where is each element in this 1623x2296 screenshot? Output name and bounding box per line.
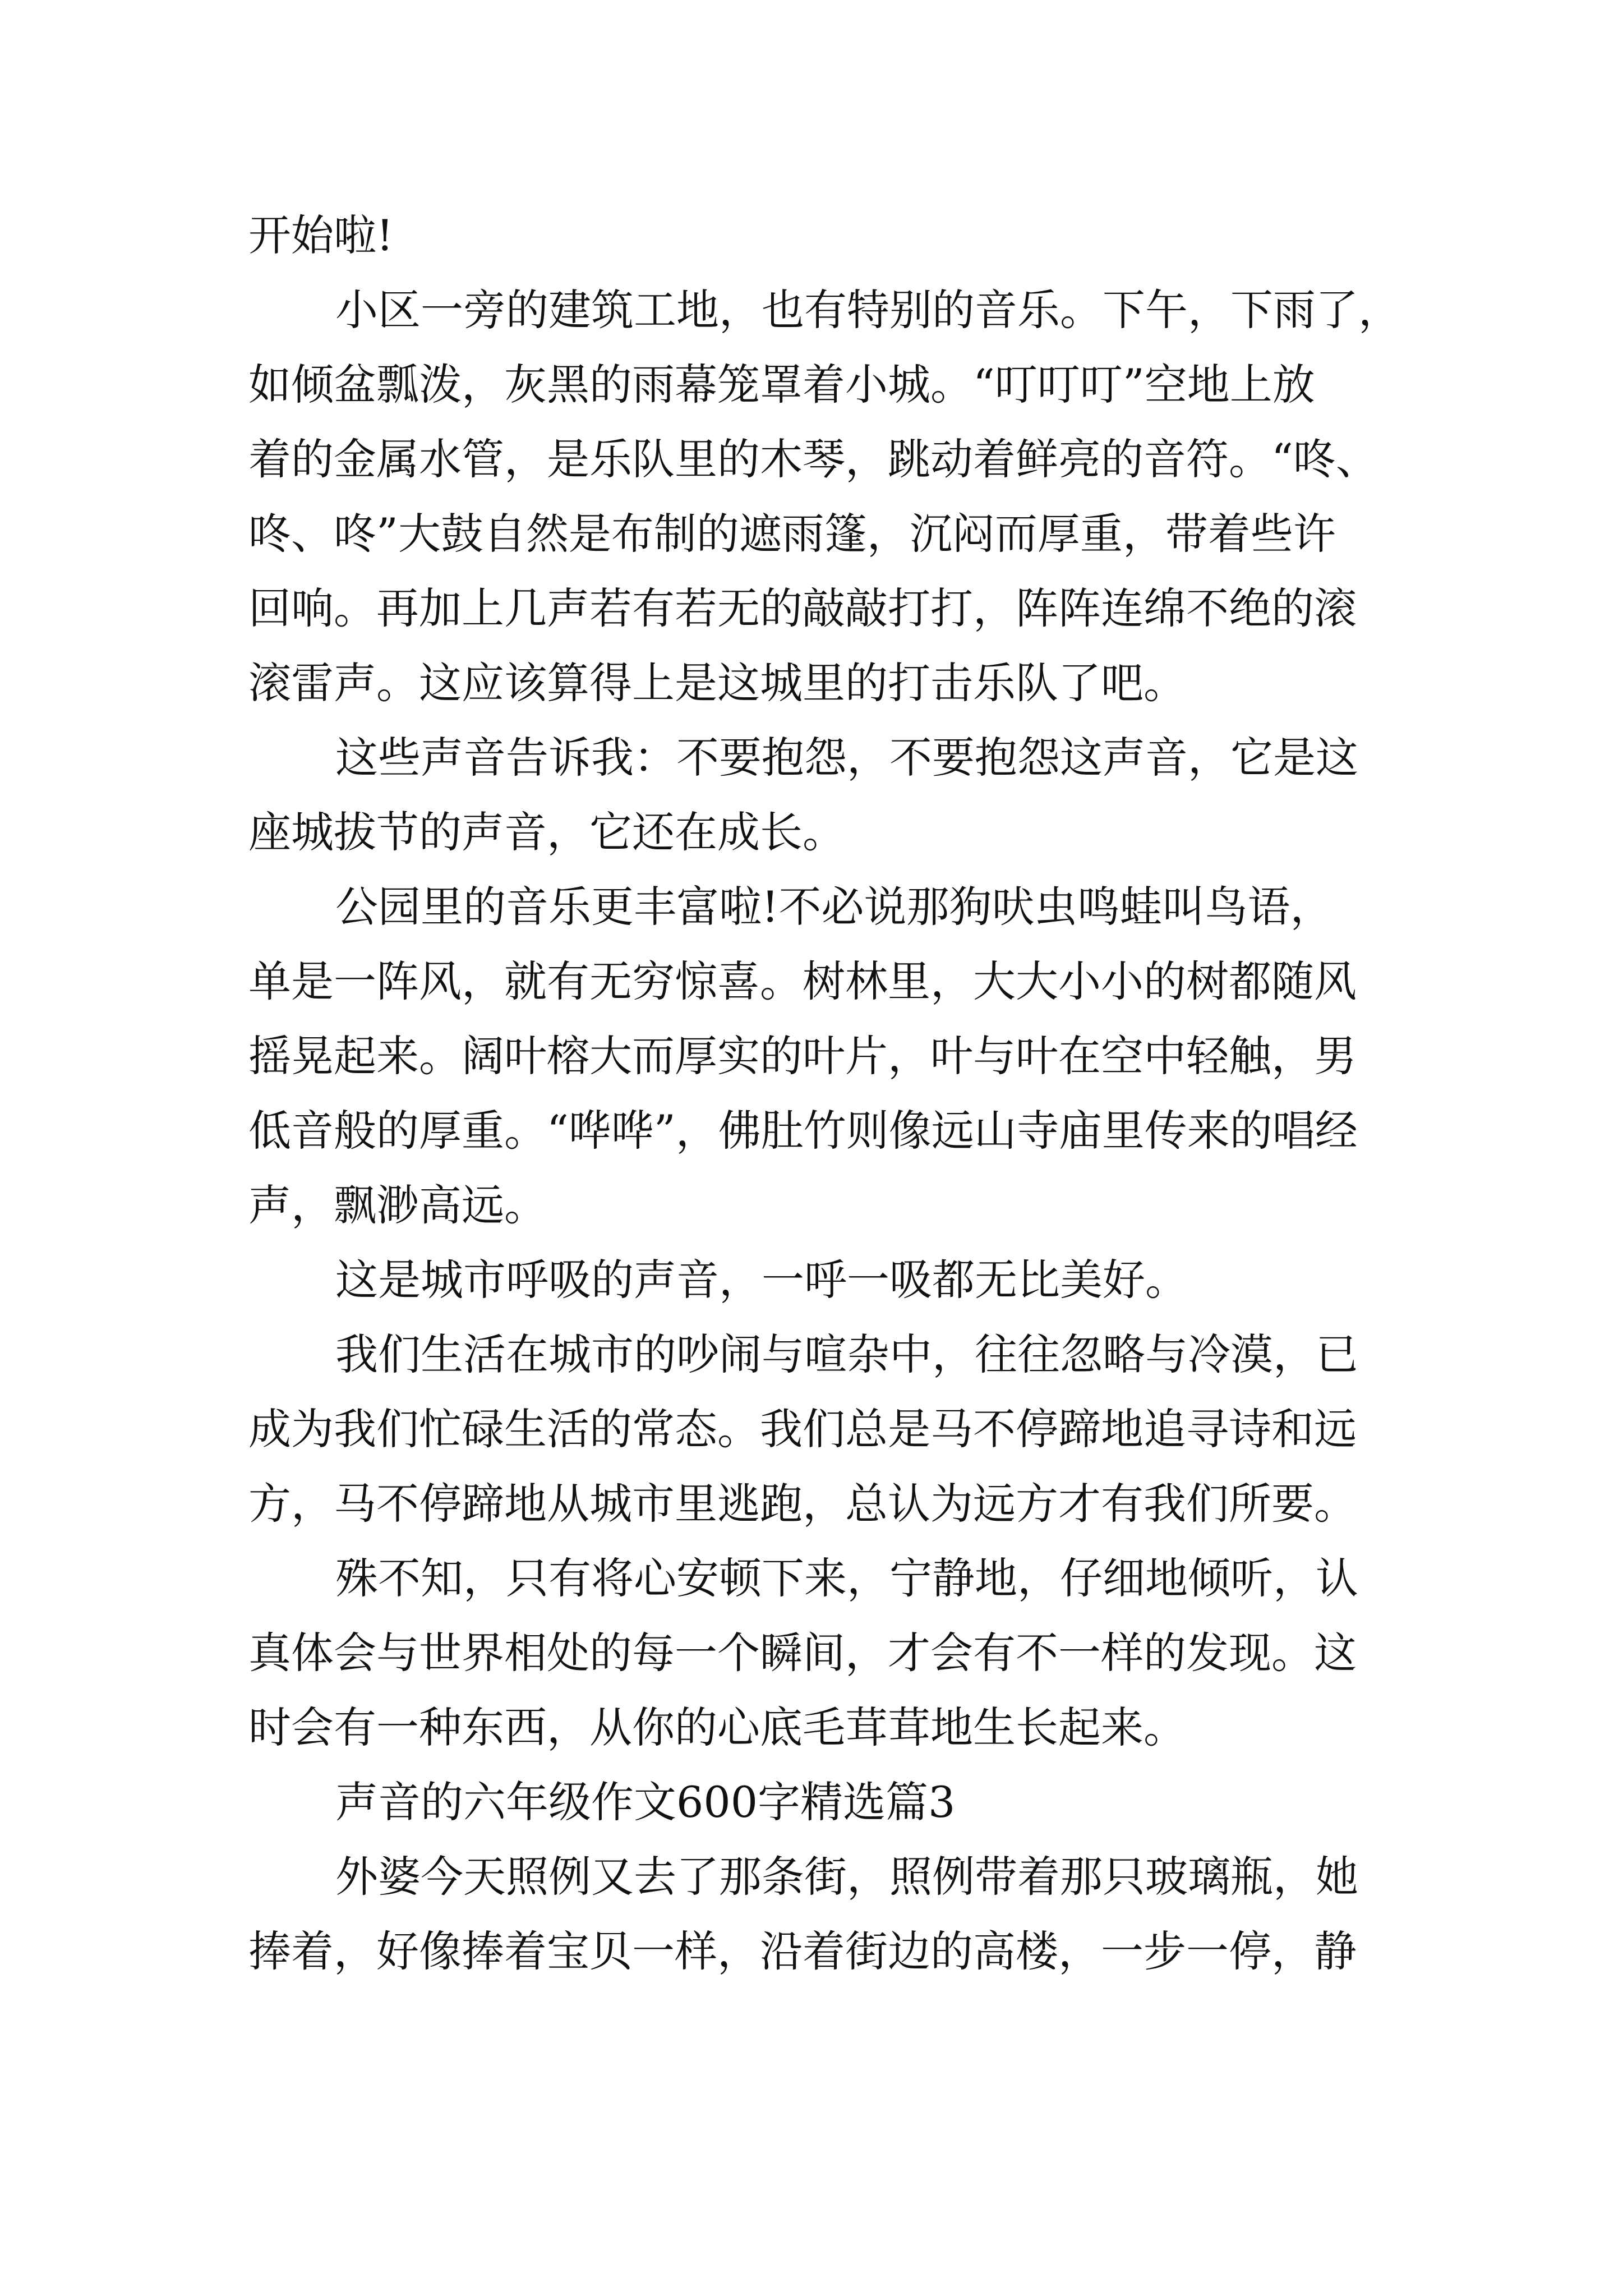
text-line: 如倾盆瓢泼，灰黑的雨幕笼罩着小城。“叮叮叮”空地上放: [248, 360, 1315, 409]
text-line: 摇晃起来。阔叶榕大而厚实的叶片，叶与叶在空中轻触，男: [248, 1031, 1357, 1081]
text-line: 时会有一种东西，从你的心底毛茸茸地生长起来。: [248, 1703, 1186, 1752]
text-line: 殊不知，只有将心安顿下来，宁静地，仔细地倾听，认: [335, 1553, 1358, 1603]
text-line: 低音般的厚重。“哗哗”，佛肚竹则像远山寺庙里传来的唱经: [248, 1106, 1358, 1156]
text-line: 座城拔节的声音，它还在成长。: [248, 807, 845, 857]
text-line: 开始啦!: [248, 210, 394, 260]
text-line: 捧着，好像捧着宝贝一样，沿着街边的高楼，一步一停，静: [248, 1926, 1357, 1976]
text-line: 这是城市呼吸的声音，一呼一吸都无比美好。: [335, 1255, 1188, 1305]
text-line: 滚雷声。这应该算得上是这城里的打击乐队了吧。: [248, 658, 1186, 708]
text-line: 着的金属水管，是乐队里的木琴，跳动着鲜亮的音符。“咚、: [248, 434, 1378, 484]
text-line: 成为我们忙碌生活的常态。我们总是马不停蹄地追寻诗和远: [248, 1404, 1357, 1454]
text-line: 公园里的音乐更丰富啦!不必说那狗吠虫鸣蛙叫鸟语，: [335, 882, 1333, 932]
text-line: 回响。再加上几声若有若无的敲敲打打，阵阵连绵不绝的滚: [248, 583, 1357, 633]
text-line: 小区一旁的建筑工地，也有特别的音乐。下午，下雨了，: [335, 285, 1401, 335]
text-line: 咚、咚”大鼓自然是布制的遮雨篷，沉闷而厚重，带着些许: [248, 509, 1336, 559]
text-line: 真体会与世界相处的每一个瞬间，才会有不一样的发现。这: [248, 1628, 1357, 1678]
text-line: 这些声音告诉我：不要抱怨，不要抱怨这声音，它是这: [335, 733, 1358, 783]
text-line: 声，飘渺高远。: [248, 1180, 547, 1230]
text-line: 单是一阵风，就有无穷惊喜。树林里，大大小小的树都随风: [248, 956, 1357, 1006]
section-heading: 声音的六年级作文600字精选篇3: [335, 1777, 956, 1827]
text-line: 方，马不停蹄地从城市里逃跑，总认为远方才有我们所要。: [248, 1479, 1357, 1529]
text-line: 我们生活在城市的吵闹与喧杂中，往往忽略与冷漠，已: [335, 1329, 1358, 1379]
text-line: 外婆今天照例又去了那条街，照例带着那只玻璃瓶，她: [335, 1852, 1358, 1902]
